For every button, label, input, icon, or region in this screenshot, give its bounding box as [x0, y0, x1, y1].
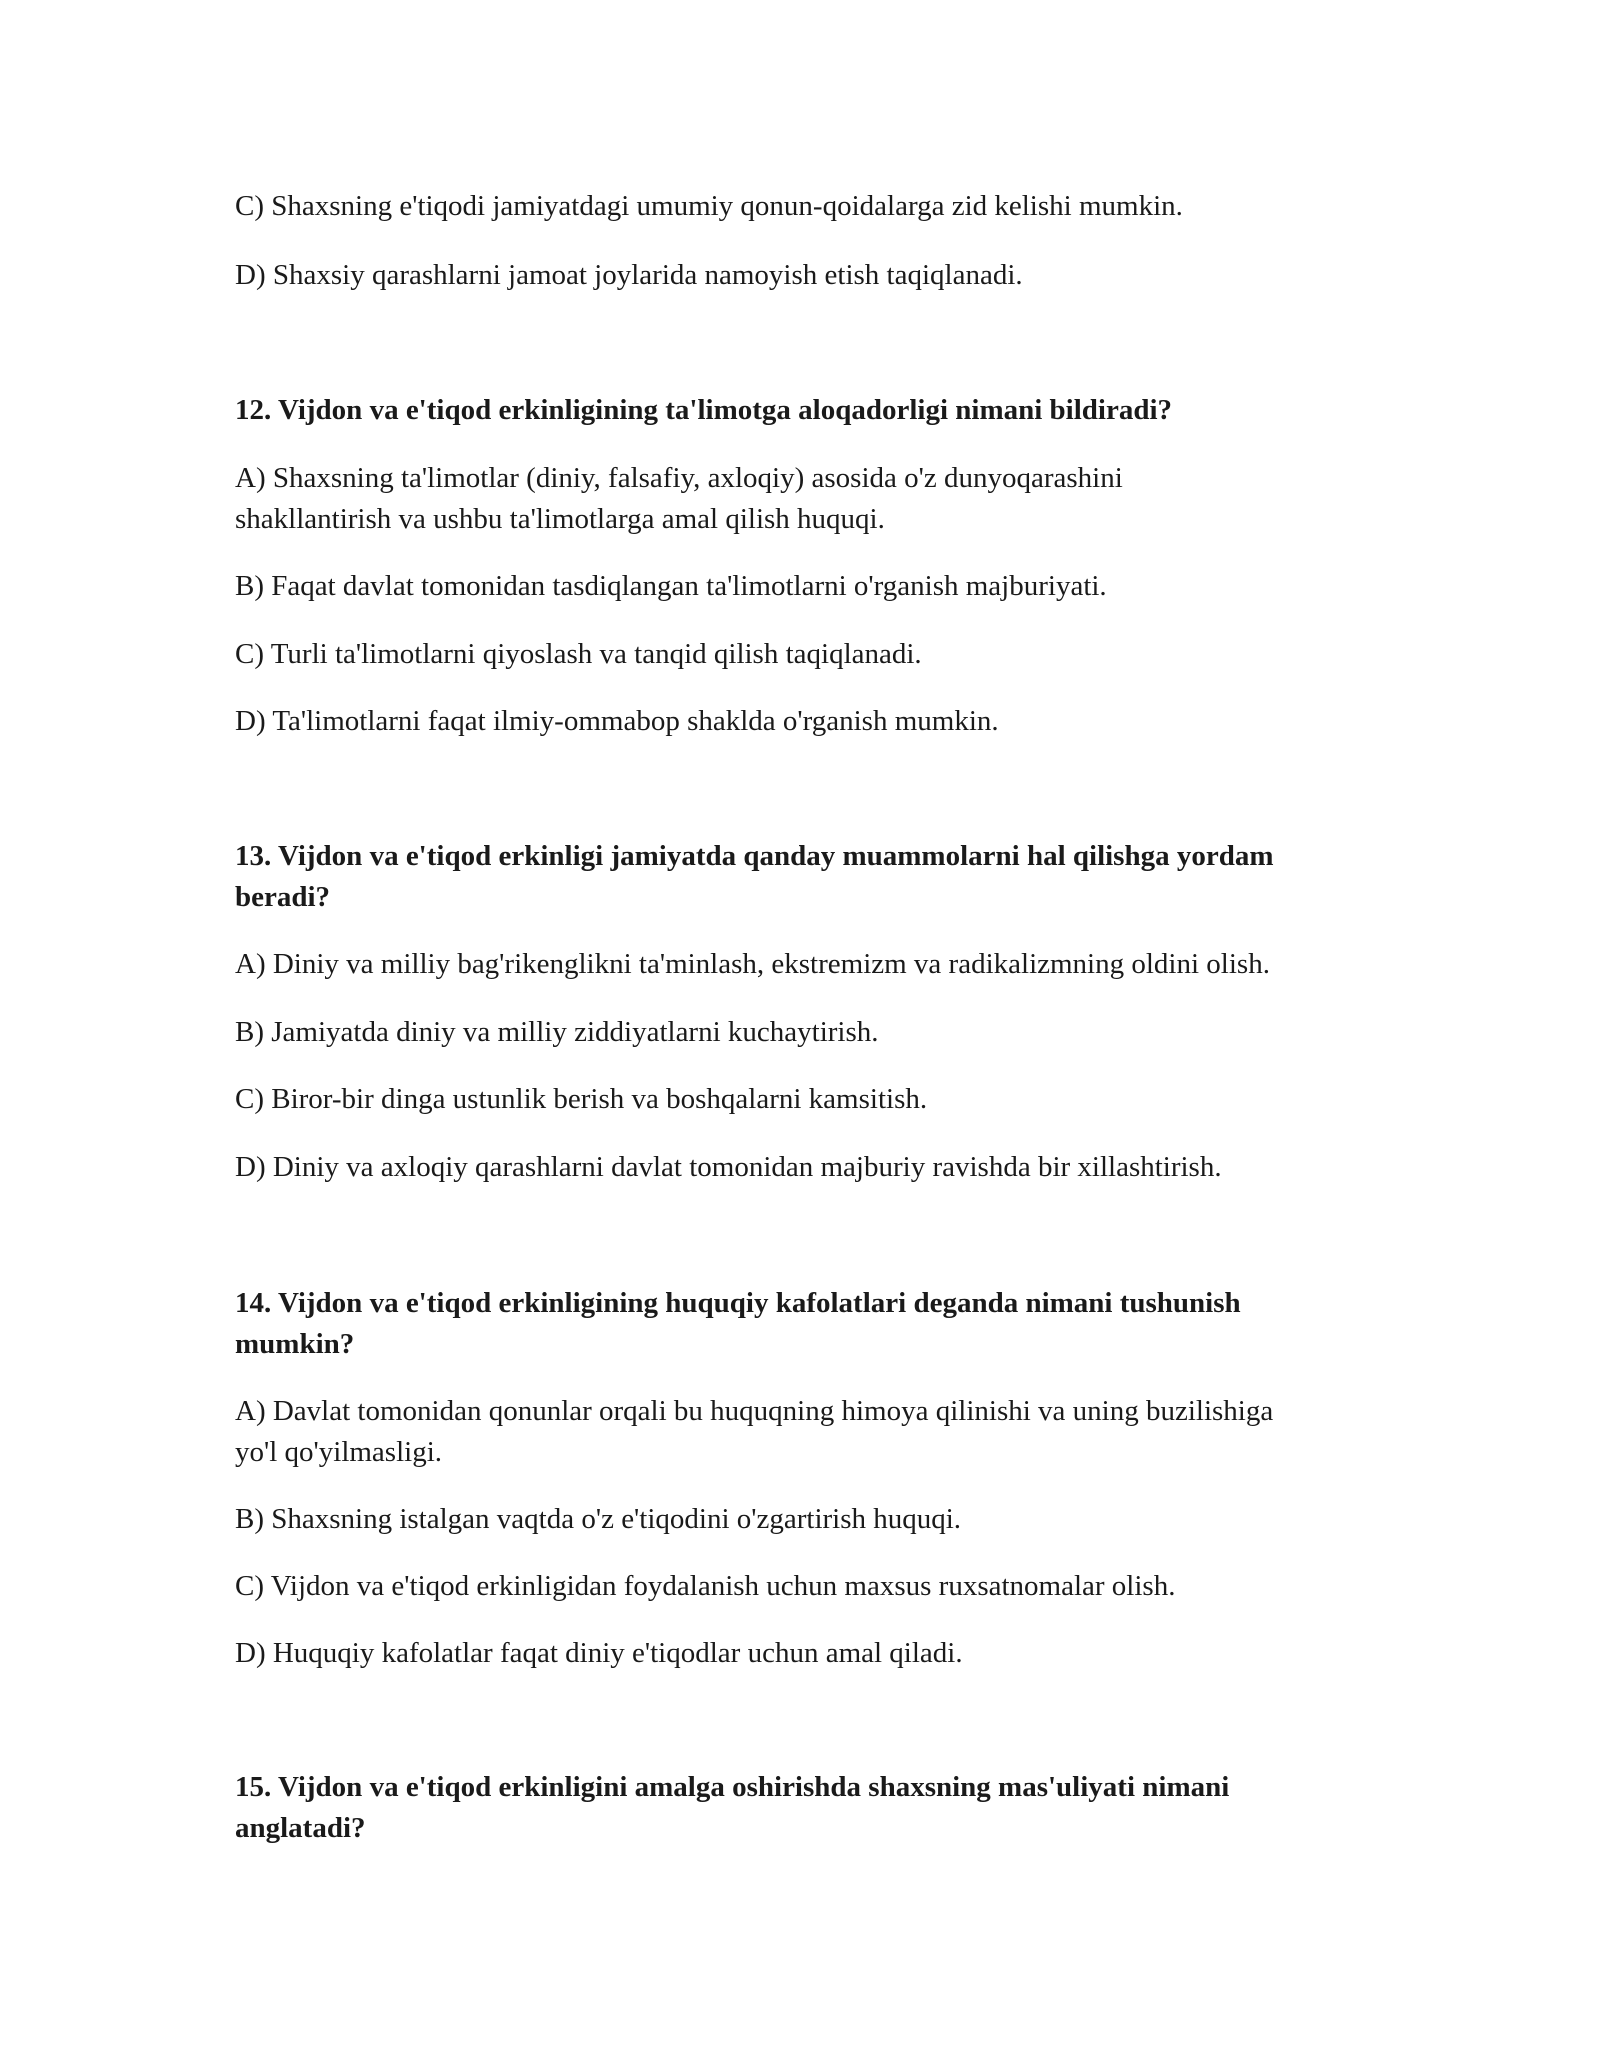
question-12-title: 12. Vijdon va e'tiqod erkinligining ta'limotga aloqadorligi nimani bildiradi? — [235, 394, 1173, 426]
question-14-title: 14. Vijdon va e'tiqod erkinligining huquqiy kafolatlari deganda nimani tushunish — [235, 1287, 1241, 1319]
question-13-title-cont: beradi? — [235, 881, 331, 913]
question-12-option-a: A) Shaxsning ta'limotlar (diniy, falsafiy, axloqiy) asosida o'z dunyoqarashini — [235, 462, 1123, 494]
question-13-option-c: C) Biror-bir dinga ustunlik berish va boshqalarni kamsitish. — [235, 1083, 928, 1115]
question-15-title-cont: anglatadi? — [235, 1812, 366, 1844]
question-14-option-d: D) Huquqiy kafolatlar faqat diniy e'tiqodlar uchun amal qiladi. — [235, 1637, 963, 1669]
question-12-option-a-cont: shakllantirish va ushbu ta'limotlarga amal qilish huquqi. — [235, 503, 885, 535]
question-12-option-d: D) Ta'limotlarni faqat ilmiy-ommabop shaklda o'rganish mumkin. — [235, 705, 999, 737]
question-13-option-d: D) Diniy va axloqiy qarashlarni davlat tomonidan majburiy ravishda bir xillashtirish. — [235, 1151, 1222, 1183]
question-15-title: 15. Vijdon va e'tiqod erkinligini amalga oshirishda shaxsning mas'uliyati nimani — [235, 1771, 1230, 1803]
question-14-option-b: B) Shaxsning istalgan vaqtda o'z e'tiqodini o'zgartirish huquqi. — [235, 1503, 962, 1535]
question-13-option-a: A) Diniy va milliy bag'rikenglikni ta'minlash, ekstremizm va radikalizmning oldini olish. — [235, 948, 1270, 980]
question-14-option-a: A) Davlat tomonidan qonunlar orqali bu huquqning himoya qilinishi va uning buzilishiga — [235, 1395, 1274, 1427]
question-12-option-c: C) Turli ta'limotlarni qiyoslash va tanqid qilish taqiqlanadi. — [235, 638, 922, 670]
question-14-title-cont: mumkin? — [235, 1328, 355, 1360]
question-13-option-b: B) Jamiyatda diniy va milliy ziddiyatlarni kuchaytirish. — [235, 1016, 879, 1048]
option-c-prev: C) Shaxsning e'tiqodi jamiyatdagi umumiy qonun-qoidalarga zid kelishi mumkin. — [235, 190, 1183, 222]
question-13-title: 13. Vijdon va e'tiqod erkinligi jamiyatda qanday muammolarni hal qilishga yordam — [235, 840, 1274, 872]
option-d-prev: D) Shaxsiy qarashlarni jamoat joylarida namoyish etish taqiqlanadi. — [235, 259, 1023, 291]
question-14-option-a-cont: yo'l qo'yilmasligi. — [235, 1436, 443, 1468]
question-12-option-b: B) Faqat davlat tomonidan tasdiqlangan ta'limotlarni o'rganish majburiyati. — [235, 570, 1107, 602]
question-14-option-c: C) Vijdon va e'tiqod erkinligidan foydalanish uchun maxsus ruxsatnomalar olish. — [235, 1570, 1176, 1602]
